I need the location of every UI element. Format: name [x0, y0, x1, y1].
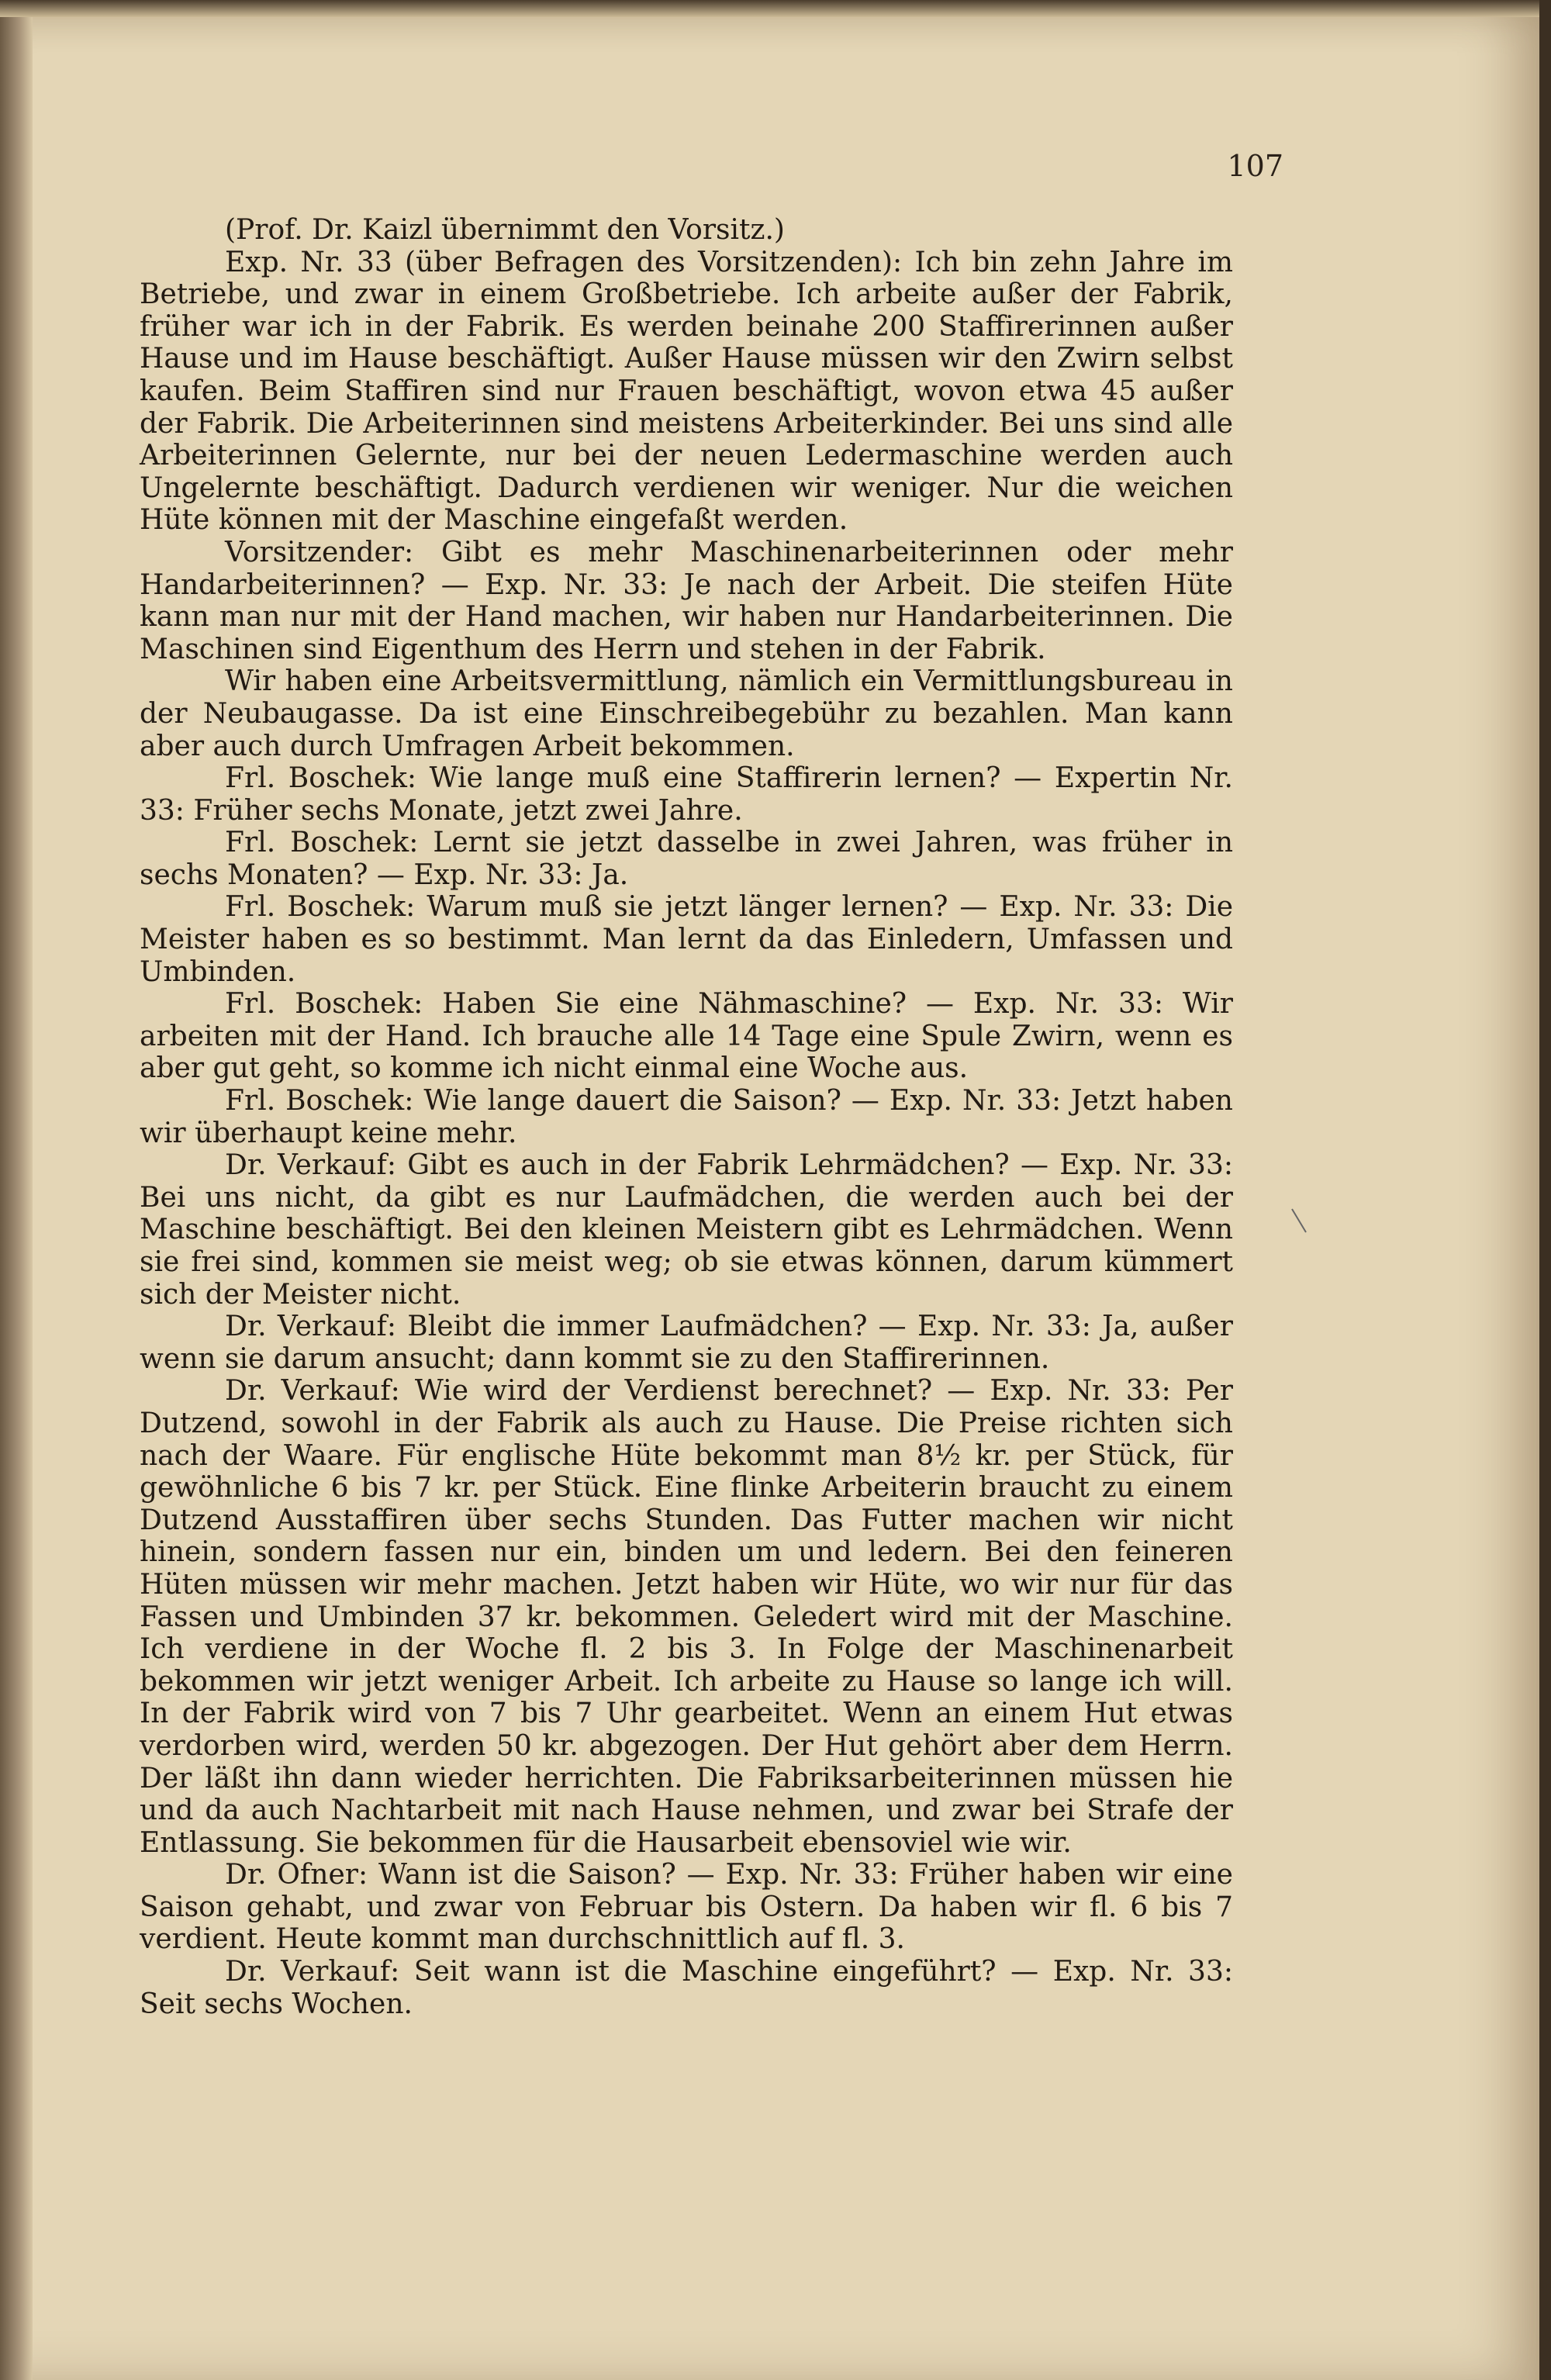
paragraph: Frl. Boschek: Lernt sie jetzt dasselbe in zwei Jahren, was früher in sechs Monaten? — Exp. Nr. 33: Ja. [140, 827, 1233, 891]
body-text [140, 214, 1233, 2020]
paragraph: Frl. Boschek: Haben Sie eine Nähmaschine? — Exp. Nr. 33: Wir arbeiten mit der Hand. Ich brauche alle 14 Tage eine Spule Zwirn, wenn es aber gut geht, so komme ich nicht einmal eine Woche aus. [140, 988, 1233, 1085]
paragraph: (Prof. Dr. Kaizl übernimmt den Vorsitz.) [225, 214, 785, 246]
paragraph: Exp. Nr. 33 (über Befragen des Vorsitzenden): Ich bin zehn Jahre im Betriebe, und zwar in einem Großbetriebe. Ich arbeite außer der Fabrik, früher war ich in der Fabrik. Es werden beinahe 200 Staffirerinnen außer Hause und im Hause beschäftigt. Außer Hause müssen wir den Zwirn selbst kaufen. Beim Staffiren sind nur Frauen beschäftigt, wovon etwa 45 außer der Fabrik. Die Arbeiterinnen sind meistens Arbeiterkinder. Bei uns sind alle Arbeiterinnen Gelernte, nur bei der neuen Ledermaschine werden auch Ungelernte beschäftigt. Dadurch verdienen wir weniger. Nur die weichen Hüte können mit der Maschine eingefaßt werden. [140, 246, 1233, 537]
book-binding [0, 0, 33, 2380]
margin-pencil-mark [1287, 1206, 1311, 1237]
paragraph: Dr. Ofner: Wann ist die Saison? — Exp. Nr. 33: Früher haben wir eine Saison gehabt, und zwar von Februar bis Ostern. Da haben wir fl. 6 bis 7 verdient. Heute kommt man durchschnittlich auf fl. 3. [140, 1859, 1233, 1956]
paragraph: Frl. Boschek: Wie lange muß eine Staffirerin lernen? — Expertin Nr. 33: Früher sechs Monate, jetzt zwei Jahre. [140, 762, 1233, 827]
paragraph: Dr. Verkauf: Gibt es auch in der Fabrik Lehrmädchen? — Exp. Nr. 33: Bei uns nicht, da gibt es nur Laufmädchen, die werden auch bei der Maschine beschäftigt. Bei den kleinen Meistern gibt es Lehrmädchen. Wenn sie frei sind, kommen sie meist weg; ob sie etwas können, darum kümmert sich der Meister nicht. [140, 1149, 1233, 1311]
page-top-edge [0, 0, 1539, 17]
paragraph: Frl. Boschek: Wie lange dauert die Saison? — Exp. Nr. 33: Jetzt haben wir überhaupt keine mehr. [140, 1085, 1233, 1149]
paragraph: Dr. Verkauf: Bleibt die immer Laufmädchen? — Exp. Nr. 33: Ja, außer wenn sie darum ansucht; dann kommt sie zu den Staffirerinnen. [140, 1311, 1233, 1375]
paragraph: Wir haben eine Arbeitsvermittlung, nämlich ein Vermittlungsbureau in der Neubaugasse. Da ist eine Einschreibegebühr zu bezahlen. Man kann aber auch durch Umfragen Arbeit bekommen. [140, 665, 1233, 762]
page-number: 107 [1227, 149, 1283, 183]
paragraph: Vorsitzender: Gibt es mehr Maschinenarbeiterinnen oder mehr Handarbeiterinnen? — Exp. Nr. 33: Je nach der Arbeit. Die steifen Hüte kann man nur mit der Hand machen, wir haben nur Handarbeiterinnen. Die Maschinen sind Eigenthum des Herrn und stehen in der Fabrik. [140, 536, 1233, 665]
page-right-edge [1539, 0, 1551, 2380]
paragraph: Dr. Verkauf: Wie wird der Verdienst berechnet? — Exp. Nr. 33: Per Dutzend, sowohl in der Fabrik als auch zu Hause. Die Preise richten sich nach der Waare. Für englische Hüte bekommt man 8½ kr. per Stück, für gewöhnliche 6 bis 7 kr. per Stück. Eine flinke Arbeiterin braucht zu einem Dutzend Ausstaffiren über sechs Stunden. Das Futter machen wir nicht hinein, sondern fassen nur ein, binden um und ledern. Bei den feineren Hüten müssen wir mehr machen. Jetzt haben wir Hüte, wo wir nur für das Fassen und Umbinden 37 kr. bekommen. Geledert wird mit der Maschine. Ich verdiene in der Woche fl. 2 bis 3. In Folge der Maschinenarbeit bekommen wir jetzt weniger Arbeit. Ich arbeite zu Hause so lange ich will. In der Fabrik wird von 7 bis 7 Uhr gearbeitet. Wenn an einem Hut etwas verdorben wird, werden 50 kr. abgezogen. Der Hut gehört aber dem Herrn. Der läßt ihn dann wieder herrichten. Die Fabriksarbeiterinnen müssen hie und da auch Nachtarbeit mit nach Hause nehmen, und zwar bei Strafe der Entlassung. Sie bekommen für die Hausarbeit ebensoviel wie wir. [140, 1375, 1233, 1859]
paragraph: Dr. Verkauf: Seit wann ist die Maschine eingeführt? — Exp. Nr. 33: Seit sechs Wochen. [140, 1956, 1233, 2020]
paragraph: Frl. Boschek: Warum muß sie jetzt länger lernen? — Exp. Nr. 33: Die Meister haben es so bestimmt. Man lernt da das Einledern, Umfassen und Umbinden. [140, 891, 1233, 988]
